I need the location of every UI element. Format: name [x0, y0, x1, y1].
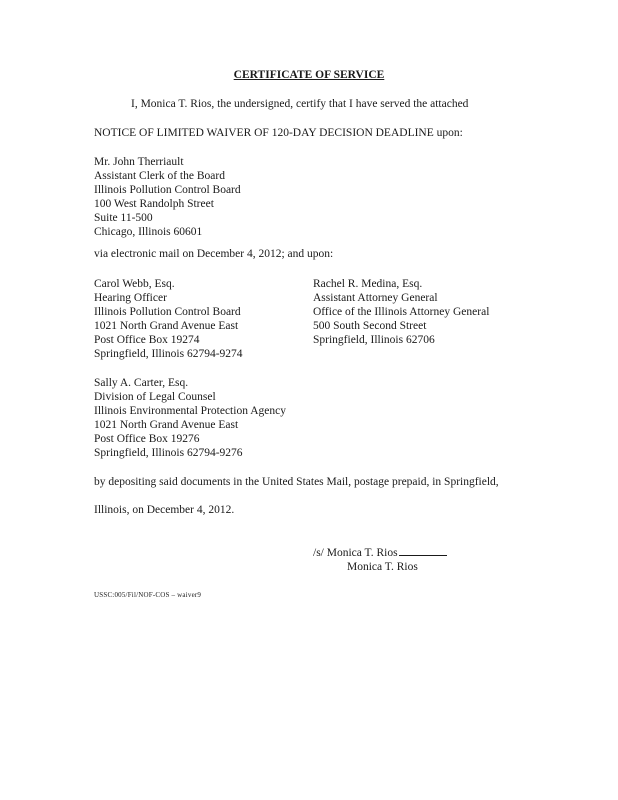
address-line: Carol Webb, Esq.: [94, 278, 175, 290]
address-line: Office of the Illinois Attorney General: [313, 306, 490, 318]
signer-name: Monica T. Rios: [347, 561, 418, 573]
address-line: Rachel R. Medina, Esq.: [313, 278, 423, 290]
address-line: Illinois Pollution Control Board: [94, 306, 241, 318]
address-line: Suite 11-500: [94, 212, 153, 224]
address-line: Post Office Box 19274: [94, 334, 200, 346]
electronic-signature: /s/ Monica T. Rios: [313, 547, 398, 559]
address-line: Sally A. Carter, Esq.: [94, 377, 189, 389]
address-line: Post Office Box 19276: [94, 433, 200, 445]
via-email-line: via electronic mail on December 4, 2012; and upon:: [94, 248, 334, 260]
recipient-therriault: [94, 155, 241, 239]
recipient-medina: [313, 277, 489, 347]
address-line: Assistant Clerk of the Board: [94, 170, 225, 182]
address-line: Springfield, Illinois 62794-9274: [94, 348, 243, 360]
address-line: 100 West Randolph Street: [94, 198, 214, 210]
recipient-carter: [94, 376, 286, 460]
document-code: USSC:005/Fil/NOF-COS – waiver9: [94, 591, 202, 599]
recipient-webb: [94, 277, 243, 361]
address-line: 500 South Second Street: [313, 320, 427, 332]
document-title: CERTIFICATE OF SERVICE: [233, 69, 385, 81]
address-line: Hearing Officer: [94, 292, 167, 304]
intro-paragraph: I, Monica T. Rios, the undersigned, certify that I have served the attached: [131, 98, 469, 110]
address-line: Chicago, Illinois 60601: [94, 226, 203, 238]
address-line: Springfield, Illinois 62794-9276: [94, 447, 243, 459]
address-line: Illinois Environmental Protection Agency: [94, 405, 286, 417]
address-line: Springfield, Illinois 62706: [313, 334, 435, 346]
notice-line: NOTICE OF LIMITED WAIVER OF 120-DAY DECISION DEADLINE upon:: [94, 127, 463, 139]
address-line: Division of Legal Counsel: [94, 391, 216, 403]
mail-service-line: by depositing said documents in the United States Mail, postage prepaid, in Springfield,: [94, 476, 499, 488]
signature-block: [313, 545, 447, 560]
address-line: Assistant Attorney General: [313, 292, 438, 304]
address-line: 1021 North Grand Avenue East: [94, 419, 239, 431]
signature-underline: [399, 545, 447, 556]
mail-service-date: Illinois, on December 4, 2012.: [94, 504, 235, 516]
address-line: 1021 North Grand Avenue East: [94, 320, 239, 332]
address-line: Illinois Pollution Control Board: [94, 184, 241, 196]
address-line: Mr. John Therriault: [94, 156, 184, 168]
